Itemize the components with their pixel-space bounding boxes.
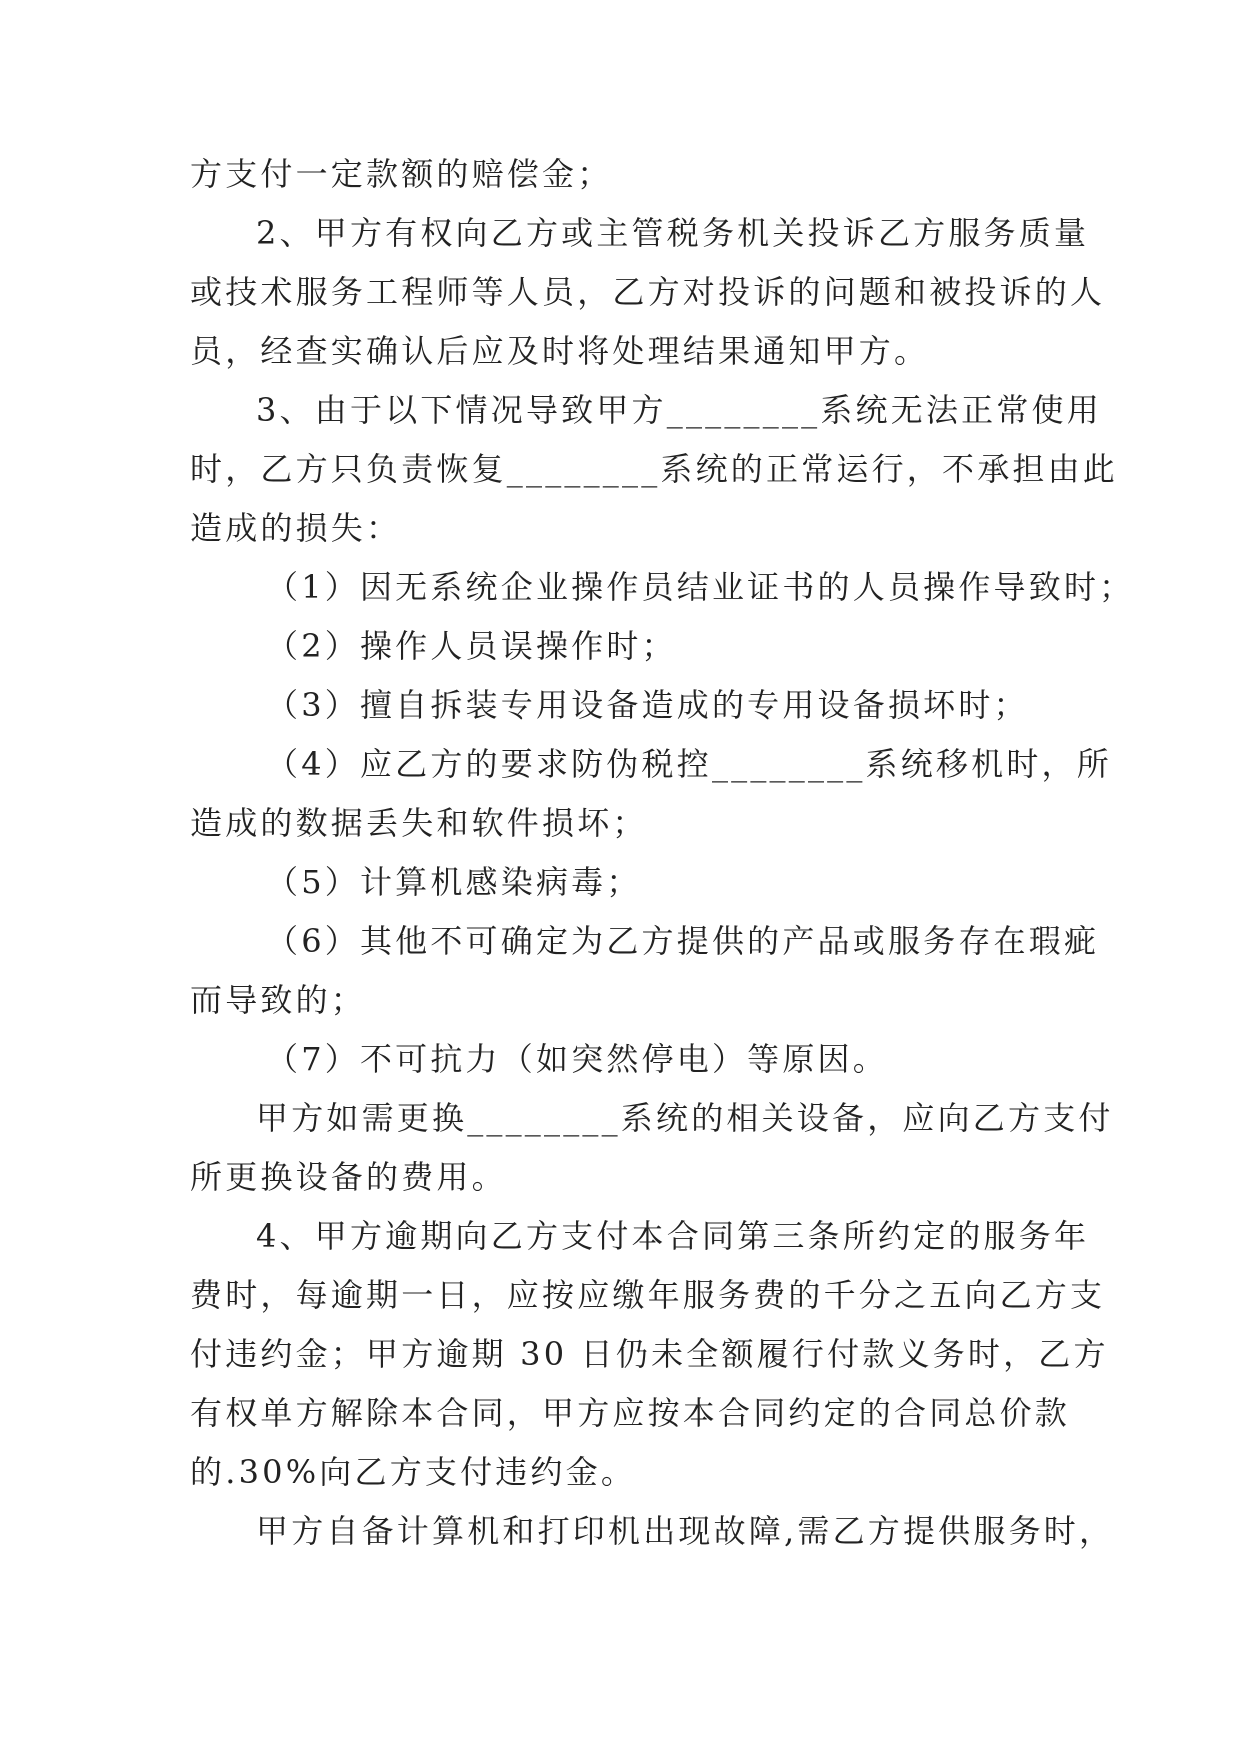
text-line: （7）不可抗力（如突然停电）等原因。 [266,1040,888,1078]
text-line: （1）因无系统企业操作员结业证书的人员操作导致时； [266,568,1135,606]
text-line: 2、甲方有权向乙方或主管税务机关投诉乙方服务质量 [256,214,1090,252]
text-line: 甲方如需更换________系统的相关设备，应向乙方支付 [256,1099,1114,1137]
text-line: （3）擅自拆装专用设备造成的专用设备损坏时； [266,686,1029,724]
text-line: 时，乙方只负责恢复________系统的正常运行，不承担由此 [190,450,1119,488]
text-line: 造成的数据丢失和软件损坏； [190,804,648,842]
text-line: 所更换设备的费用。 [190,1158,507,1196]
text-line: （5）计算机感染病毒； [266,863,642,901]
text-line: 员，经查实确认后应及时将处理结果通知甲方。 [190,332,930,370]
text-line: 费时，每逾期一日，应按应缴年服务费的千分之五向乙方支 [190,1276,1106,1314]
text-line: 或技术服务工程师等人员，乙方对投诉的问题和被投诉的人 [190,273,1106,311]
text-line: 而导致的； [190,981,367,1019]
text-line: 有权单方解除本合同，甲方应按本合同约定的合同总价款 [190,1394,1071,1432]
text-line: 甲方自备计算机和打印机出现故障,需乙方提供服务时， [256,1512,1115,1550]
text-line: 的.30%向乙方支付违约金。 [190,1453,637,1491]
text-line: 造成的损失： [190,509,402,547]
text-line: 付违约金；甲方逾期 30 日仍未全额履行付款义务时，乙方 [190,1335,1109,1373]
text-line: 4、甲方逾期向乙方支付本合同第三条所约定的服务年 [256,1217,1090,1255]
text-line: （2）操作人员误操作时； [266,627,677,665]
text-line: 3、由于以下情况导致甲方________系统无法正常使用 [256,391,1102,429]
text-line: （6）其他不可确定为乙方提供的产品或服务存在瑕疵 [266,922,1100,960]
text-line: （4）应乙方的要求防伪税控________系统移机时，所 [266,745,1112,783]
text-line: 方支付一定款额的赔偿金； [190,155,613,193]
